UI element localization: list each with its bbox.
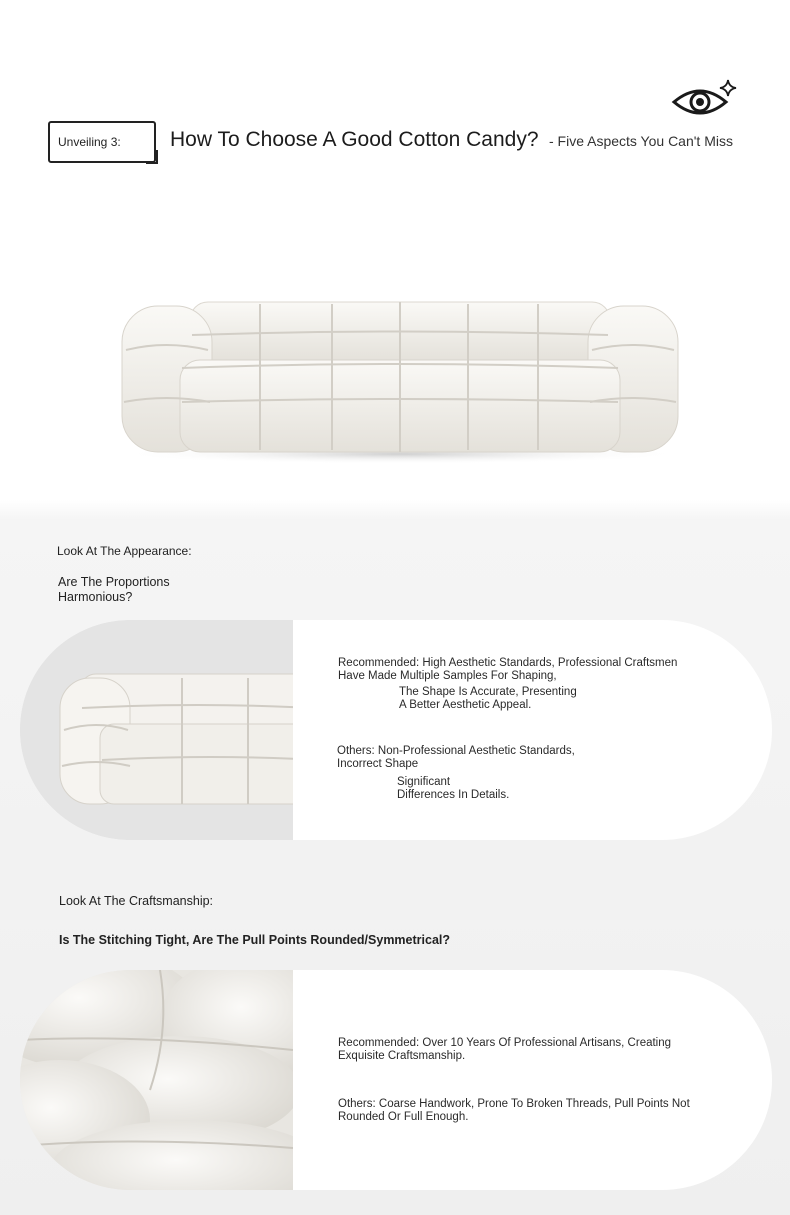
appearance-sofa-image bbox=[20, 620, 293, 840]
craftsmanship-recommended bbox=[338, 1037, 671, 1063]
craftsmanship-others bbox=[338, 1098, 690, 1124]
appearance-recommended-line-2: Have Made Multiple Samples For Shaping, bbox=[338, 670, 557, 682]
section-tag-tail bbox=[146, 150, 158, 164]
craftsmanship-label: Look At The Craftsmanship: bbox=[59, 894, 214, 908]
appearance-others-line-1: Others: Non-Professional Aesthetic Standards, bbox=[337, 745, 575, 757]
craftsmanship-others-line-1: Others: Coarse Handwork, Prone To Broken Threads, Pull Points Not bbox=[338, 1098, 690, 1110]
appearance-card bbox=[20, 620, 772, 840]
eye-sparkle-icon bbox=[670, 78, 740, 122]
appearance-label: Look At The Appearance: bbox=[57, 544, 192, 558]
appearance-recommended-line-3: The Shape Is Accurate, Presenting bbox=[399, 686, 577, 698]
appearance-question-line-1: Are The Proportions bbox=[58, 575, 170, 589]
craftsmanship-card bbox=[20, 970, 772, 1190]
craftsmanship-closeup-image bbox=[20, 970, 293, 1190]
craftsmanship-recommended-line-2: Exquisite Craftsmanship. bbox=[338, 1050, 466, 1062]
appearance-others-line-4: Differences In Details. bbox=[397, 789, 510, 801]
appearance-others-line-2: Incorrect Shape bbox=[337, 758, 419, 770]
craftsmanship-others-line-2: Rounded Or Full Enough. bbox=[338, 1111, 469, 1123]
appearance-recommended-line-4: A Better Aesthetic Appeal. bbox=[399, 699, 532, 711]
appearance-recommended bbox=[338, 657, 677, 712]
page-subtitle: - Five Aspects You Can't Miss bbox=[549, 133, 733, 149]
appearance-question-line-2: Harmonious? bbox=[58, 590, 133, 604]
craftsmanship-recommended-line-1: Recommended: Over 10 Years Of Professional Artisans, Creating bbox=[338, 1037, 672, 1049]
section-tag bbox=[48, 121, 156, 163]
appearance-others bbox=[337, 745, 575, 802]
hero-sofa-image bbox=[110, 290, 690, 470]
appearance-recommended-line-1: Recommended: High Aesthetic Standards, Professional Craftsmen bbox=[338, 657, 678, 669]
appearance-others-line-3: Significant bbox=[397, 776, 451, 788]
craftsmanship-question: Is The Stitching Tight, Are The Pull Points Rounded/Symmetrical? bbox=[59, 933, 451, 947]
page-title: How To Choose A Good Cotton Candy? bbox=[170, 128, 539, 151]
appearance-question bbox=[58, 575, 170, 605]
section-tag-label: Unveiling 3: bbox=[58, 135, 121, 149]
